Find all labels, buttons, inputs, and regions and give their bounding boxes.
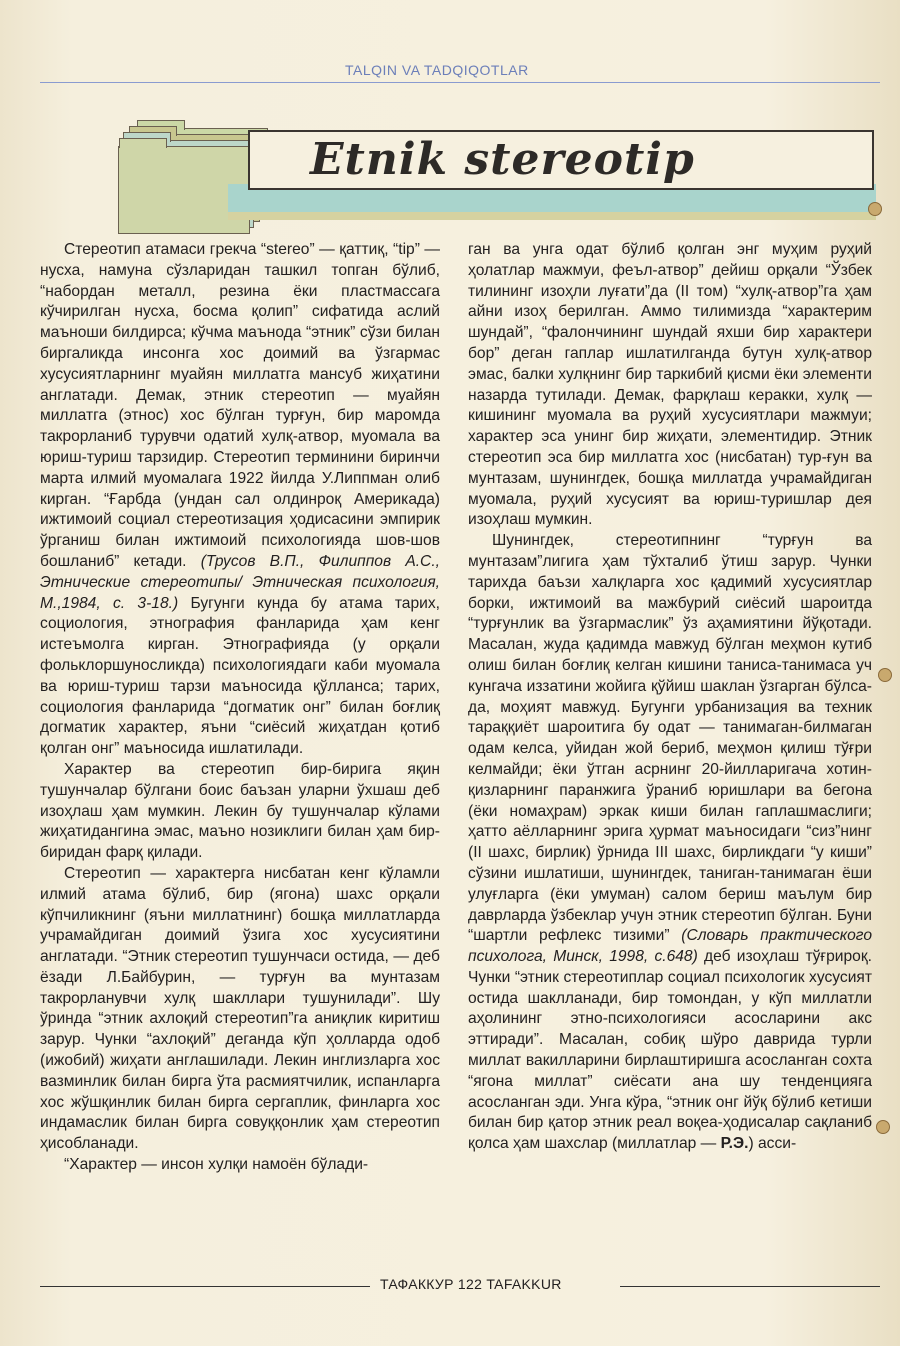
footer-text: ТАФАККУР 122 TAFAKKUR (380, 1276, 562, 1292)
paragraph-text: Бугунги кунда бу атама тарих, социология, этнография фанларида ҳам кенг истеъмолга кирган. Этнографияда (у орқали фольклоршуносликда) психологиядаги каби муомала ва юриш-туриш тарзи маъносида қўлланса; тарих, социология фанларида “догматик онг” билан боғлиқ догматик характер, яъни “сиёсий жиҳатдан қотиб қолган онг” маъносида ишлатилади. (40, 594, 440, 758)
paragraph-text: ) асси- (748, 1135, 797, 1153)
footer-rule (40, 1286, 370, 1287)
article-title: Etnik stereotip (310, 134, 695, 185)
paragraph-text: Характер ва стереотип бир-бирига яқин тушунчалар бўлгани боис баъзан уларни ўхшаш деб изоҳлаш ҳам мумкин. Лекин бу тушунчалар кўлами жиҳатидангина эмас, маъно нозиклиги билан ҳам бир-биридан фарқ қилади. (40, 760, 440, 862)
paragraph-text: Шунингдек, стереотипнинг “турғун ва мунтазам”лигига ҳам тўхталиб ўтиш зарур. Чунки тарихда баъзи халқларга хос қадимий хусусиятлар борки, ижтимоий ва мажбурий сиёсий шароитда “турғунлик ва ўзгармаслик” ўз аҳамиятини йўқотади. Масалан, жуда қадимда мавжуд бўлган меҳмон кутиб олиш билан боғлиқ келган кишини таниса-танимаса уч кунгача иззатини жойига қўйиш шаклан ўзгарган бўлса-да, моҳият мавжуд. Бугунги урбанизация ва техник тараққиёт шароитига бу одат — танимаган-билмаган одам келса, уйидан жой бериб, меҳмон қилиш тўғри келмайди; ёки ўтган асрнинг 20-йилларигача хотин-қизларнинг паранжига ўраниб юришлари ва бегона (ёки номаҳрам) эркак киши билан гаплашмаслиги; ҳатто аёлларнинг эрига ҳурмат маъносидаги “сиз”нинг (II шахс, бирлик) ўрнида III шахс, бирликдаги “у киши” сўзини ишлатиши, шунингдек, таниган-танимаган ёши улуғларга (ёки умуман) салом бериш маълум бир даврларда ўзбеклар учун этник стереотип бўлган. Буни “шартли рефлекс тизими” (468, 532, 872, 945)
right-column (468, 240, 872, 1155)
paragraph (40, 1155, 440, 1176)
paragraph (40, 760, 440, 864)
paragraph (40, 240, 440, 760)
title-box (248, 130, 874, 190)
paragraph (40, 864, 440, 1155)
decor-band (228, 212, 876, 220)
paragraph (468, 240, 872, 531)
paragraph-text: Стереотип — характерга нисбатан кенг кўламли илмий атама бўлиб, бир (ягона) шахс орқали кўпчиликнинг (яъни миллатнинг) бошқа миллатларда учрамайдиган доимий ўзига хос хусусиятини англатади. “Этник стереотип тушунчаси остида, — деб ёзади Л.Байбурин, — турғун ва мунтазам такрорланувчи хулқ шакллари тушунилади”. Шу ўринда “этник ахлоқий стереотип”га аниқлик киритиш зарур. Чунки “ахлоқий” деганда кўп ҳолларда одоб (ижобий) жиҳати англашилади. Лекин инглизларга хос вазминлик билан бирга ўта расмиятчилик, испанларга хос жўшқинлик билан бирга сергаплик, финларга хос индамаслик билан бирга совуққонлик ҳам стереотип ҳисобланади. (40, 864, 440, 1153)
footer-rule (620, 1286, 880, 1287)
paragraph-text: ган ва унга одат бўлиб қолган энг муҳим руҳий ҳолатлар мажмуи, феъл-атвор” дейиш орқали “Ўзбек тилининг изоҳли луғати”да (II том) “хулқ-атвор”га ҳам айни изоҳ берилган. Аммо тилимизда “характерим шундай”, “фалончининг шундай яхши бир характери бор” деган гаплар ишлатилганда бутун хулқ-атвор эмас, балки хулқнинг бир таркибий қисми ёки элементи назарда тутилади. Демак, фарқлаш керакки, хулқ — кишининг муомала ва руҳий хусусиятлари мажмуи; характер эса унинг бир жиҳати, элементидир. Этник стереотип эса бир миллатга хос (нисбатан) тур-ғун ва мунтазам, шунингдек, бошқа миллатда учрамайдиган муомала, руҳий хусусият ва юриш-туришлар дея изоҳлаш мумкин. (468, 241, 872, 529)
running-head (40, 62, 880, 83)
staple-hole (868, 202, 882, 216)
footer (40, 1276, 880, 1296)
paragraph-text: деб изоҳлаш тўғрироқ. Чунки “этник стереотиплар социал психологик хусусият остида шаклланади, бир томондан, у кўп миллатли аҳолининг этно-психологияси асосларини акс эттиради”. Масалан, собиқ шўро даврида турли миллат вакилларини бирлаштиришга асосланган сохта “ягона миллат” сиёсати ана шу тенденцияга асосланган эди. Унга кўра, “этник онг йўқ бўлиб кетиши билан бир қатор этник реал воқеа-ҳодисалар сақланиб қолса ҳам шахслар (миллатлар — (468, 948, 872, 1153)
left-column (40, 240, 440, 1176)
paragraph-text: Стереотип атамаси грекча “stereo” — қаттиқ, “tip” — нусха, намуна сўзларидан ташкил топган бўлиб, “набордан металл, резина ёки пластмассага кўчирилган нусха, босма қолип” сифатида аслий маъноши билдирса; кўчма маънода “этник” сўзи билан биргаликда инсонга хос доимий ва ўзгармас хусусиятларнинг муайян миллатга мансуб жиҳатини англатади. Демак, этник стереотип — муайян миллатга (этнос) хос бўлган турғун, бир маромда такрорланиб турувчи одатий хулқ-атвор, муомала ва юриш-туриш тарзидир. Стереотип терминини биринчи марта илмий муомалага 1922 йилда У.Липпман олиб кирган. “Ғарбда (ундан сал олдинроқ Америкада) ижтимоий социал стереотизация ҳодисасини эмпирик ўрганиш билан ижтимоий психологияда шов-шов бошланиб” кетади. (40, 241, 440, 570)
staple-hole (878, 668, 892, 682)
staple-hole (876, 1120, 890, 1134)
title-banner (118, 120, 890, 230)
paragraph (468, 531, 872, 1155)
paragraph-text: “Характер — инсон хулқи намоён бўлади- (64, 1156, 369, 1174)
author-initials: Р.Э. (720, 1135, 749, 1153)
citation: (Трусов В.П., Филиппов А.С., Этнические стереотипы/ Этническая психология, М.,1984, с. 3-18.) (40, 552, 440, 612)
citation: (Словарь практического психолога, Минск, 1998, с.648) (468, 927, 872, 966)
running-head-text: TALQIN VA TADQIQOTLAR (345, 62, 529, 78)
